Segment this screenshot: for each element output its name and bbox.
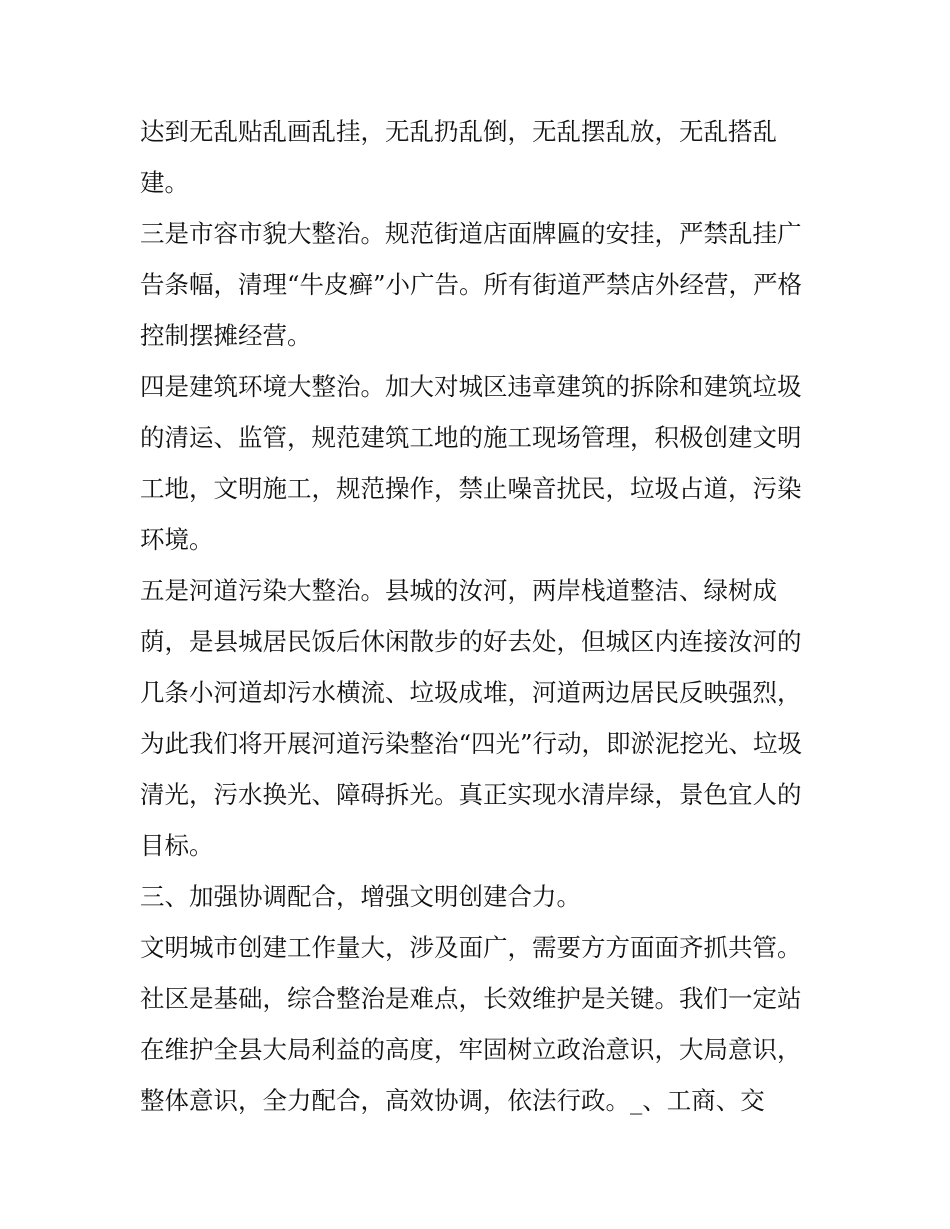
text-line: 环境。 xyxy=(140,525,214,554)
text-line: 文明城市创建工作量大，涉及面广，需要方方面面齐抓共管。 xyxy=(140,933,802,962)
text-line: 建。 xyxy=(140,168,189,197)
section-heading: 三、加强协调配合，增强文明创建合力。 xyxy=(140,882,581,911)
text-line: 三是市容市貌大整治。规范街道店面牌匾的安挂，严禁乱挂广 xyxy=(140,219,802,248)
text-line: 目标。 xyxy=(140,831,214,860)
text-line: 告条幅，清理“牛皮癣”小广告。所有街道严禁店外经营，严格 xyxy=(140,270,803,299)
text-line: 达到无乱贴乱画乱挂，无乱扔乱倒，无乱摆乱放，无乱搭乱 xyxy=(140,117,777,146)
text-line: 整体意识，全力配合，高效协调，依法行政。_、工商、交 xyxy=(140,1086,765,1115)
text-line: 荫，是县城居民饭后休闲散步的好去处，但城区内连接汝河的 xyxy=(140,627,802,656)
text-line: 控制摆摊经营。 xyxy=(140,321,312,350)
document-body xyxy=(140,106,820,1126)
text-line: 在维护全县大局利益的高度，牢固树立政治意识，大局意识， xyxy=(140,1035,802,1064)
text-line: 清光，污水换光、障碍拆光。真正实现水清岸绿，景色宜人的 xyxy=(140,780,802,809)
text-line: 五是河道污染大整治。县城的汝河，两岸栈道整洁、绿树成 xyxy=(140,576,777,605)
text-line: 的清运、监管，规范建筑工地的施工现场管理，积极创建文明 xyxy=(140,423,802,452)
text-line: 工地，文明施工，规范操作，禁止噪音扰民，垃圾占道，污染 xyxy=(140,474,802,503)
text-line: 四是建筑环境大整治。加大对城区违章建筑的拆除和建筑垃圾 xyxy=(140,372,802,401)
text-line: 几条小河道却污水横流、垃圾成堆，河道两边居民反映强烈， xyxy=(140,678,802,707)
text-line: 社区是基础，综合整治是难点，长效维护是关键。我们一定站 xyxy=(140,984,802,1013)
text-line: 为此我们将开展河道污染整治“四光”行动，即淤泥挖光、垃圾 xyxy=(140,729,803,758)
